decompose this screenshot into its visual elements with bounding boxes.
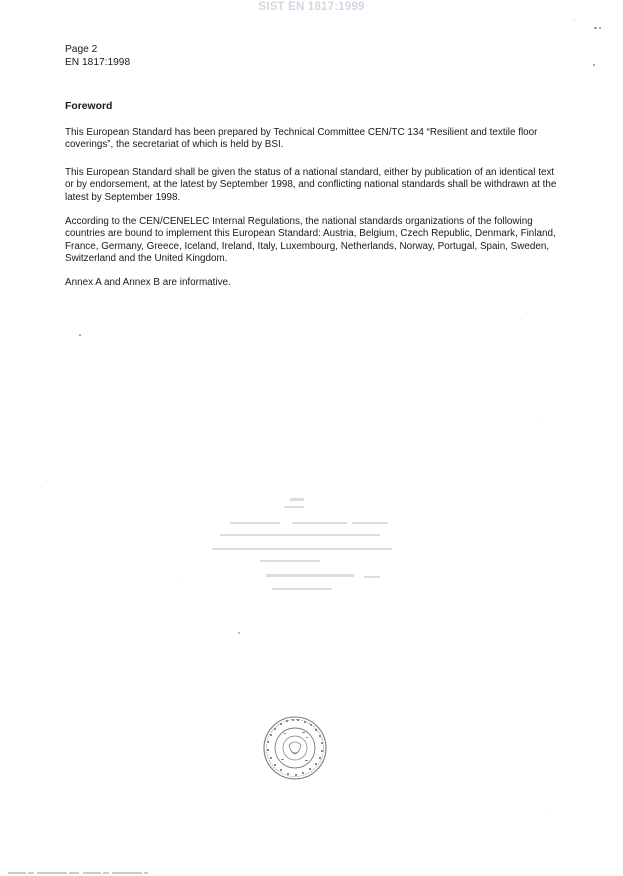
scan-speck	[40, 486, 41, 487]
scan-speck	[178, 582, 179, 583]
foreword-paragraph: This European Standard has been prepared by Technical Committee CEN/TC 134 “Resilient and textile floor coverings”, the secretariat of which is held by BSI.	[65, 127, 538, 151]
scan-speck	[540, 417, 541, 418]
scan-edge-line	[8, 872, 148, 875]
document-watermark: SIST EN 1817:1999	[258, 1, 365, 13]
scan-speck	[594, 27, 597, 29]
bleed-through-marks	[200, 490, 400, 600]
scan-speck	[520, 318, 521, 319]
scan-speck	[593, 64, 595, 66]
official-stamp-icon	[262, 715, 328, 781]
scan-speck	[573, 19, 575, 20]
foreword-paragraph: According to the CEN/CENELEC Internal Regulations, the national standards organizations of the following countries are bound to implement this European Standard: Austria, Belgium, Czech Republic, Denmark, Finland, France, Germany, Greece, Iceland, Ireland, Italy, Luxembourg, Netherlands, Norway, Portugal, Spain, Sweden, Switzerland and the United Kingdom.	[65, 216, 556, 265]
scan-speck	[545, 812, 546, 813]
page-header	[65, 44, 130, 69]
foreword-paragraph: This European Standard shall be given the status of a national standard, either by publication of an identical text or by endorsement, at the latest by September 1998, and conflicting national standards shall be withdrawn at the latest by September 1998.	[65, 167, 557, 203]
scan-speck	[238, 632, 240, 634]
document-reference: EN 1817:1998	[65, 56, 131, 68]
foreword-paragraph: Annex A and Annex B are informative.	[65, 277, 231, 288]
scan-speck	[79, 334, 81, 336]
page-number: Page 2	[65, 44, 98, 55]
section-heading: Foreword	[65, 101, 113, 112]
scan-speck	[599, 27, 601, 29]
